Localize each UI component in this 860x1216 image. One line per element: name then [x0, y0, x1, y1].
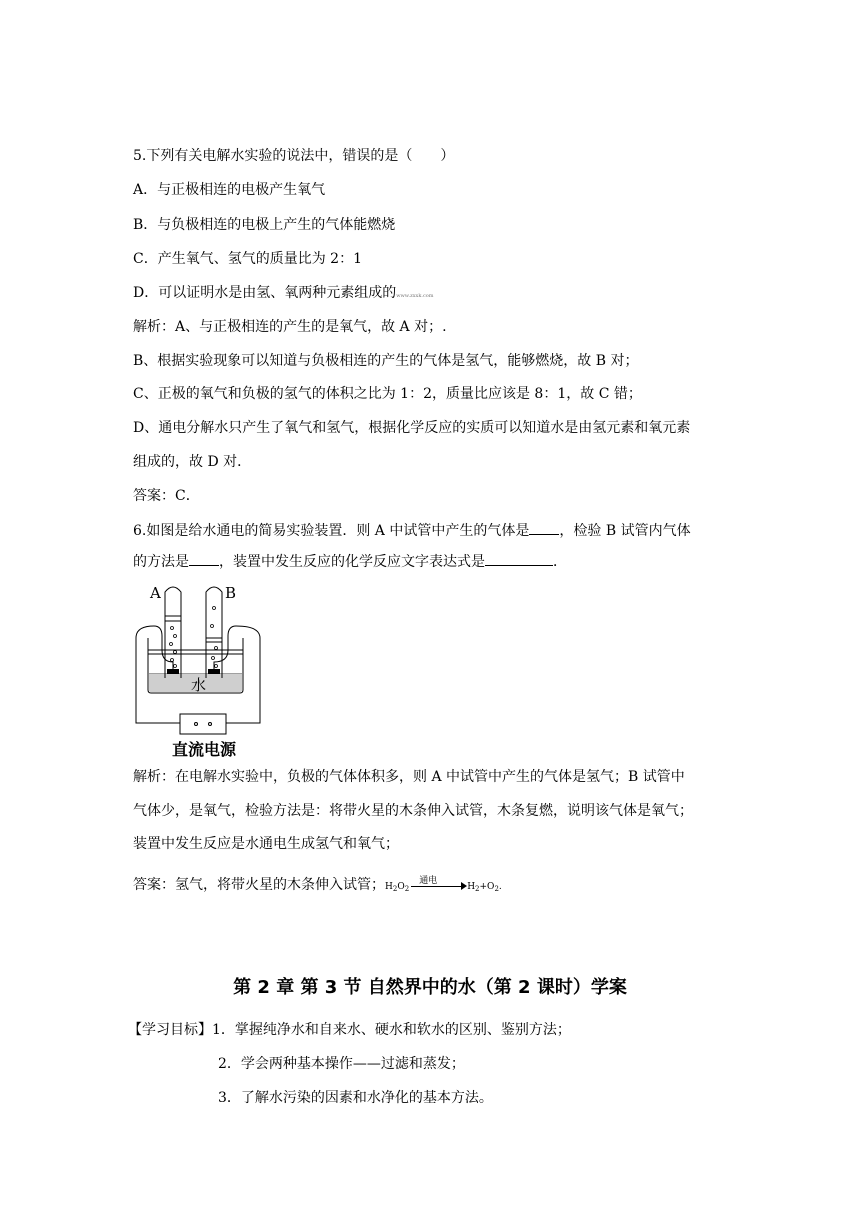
tube-label-b: B: [225, 584, 237, 602]
q5-option-c: C．产生氧气、氢气的质量比为 2：1: [133, 251, 362, 267]
q5-option-d-text: D．可以证明水是由氢、氧两种元素组成的: [133, 285, 397, 301]
eq-end: .: [498, 882, 502, 892]
eq-sub: 2: [404, 885, 410, 893]
q5-option-b: B．与负极相连的电极上产生的气体能燃烧: [133, 217, 396, 233]
goal-item: 2．学会两种基本操作——过滤和蒸发；: [218, 1056, 465, 1072]
eq-sub: 2: [494, 885, 499, 893]
q6-analysis-line: 解析：在电解水实验中，负极的气体体积多，则 A 中试管中产生的气体是氢气；B 试管中: [133, 769, 685, 785]
tube-label-a: A: [150, 584, 161, 602]
q6-stem-text: ，检验 B 试管内气体: [559, 523, 691, 539]
q6-stem-line1: [133, 520, 691, 541]
goal-item: 1．掌握纯净水和自来水、硬水和软水的区别、鉴别方法；: [212, 1022, 571, 1038]
answer-blank-3: [485, 551, 553, 566]
reaction-arrow: [409, 878, 467, 892]
answer-blank-1: [529, 520, 559, 535]
q5-stem: 5.下列有关电解水实验的说法中，错误的是（ ）: [133, 148, 455, 164]
q6-stem-line2: [133, 551, 567, 572]
q5-analysis-line: 解析：A、与正极相连的产生的是氧气，故 A 对；.: [133, 319, 447, 335]
q6-stem-text: 6.如图是给水通电的简易实验装置．则 A 中试管中产生的气体是: [133, 523, 530, 539]
equation-reactant: [385, 882, 409, 892]
q5-analysis-line: D、通电分解水只产生了氧气和氢气，根据化学反应的实质可以知道水是由氢元素和氧元素: [133, 420, 691, 436]
q6-answer-text: 答案：氢气，将带火星的木条伸入试管；: [133, 877, 385, 893]
eq-h: H: [385, 882, 393, 892]
dc-power-label: 直流电源: [172, 740, 237, 759]
eq-h: H: [467, 882, 476, 892]
q6-answer: [133, 875, 502, 899]
electrolysis-apparatus-figure: [128, 578, 268, 738]
reaction-condition: 通电: [419, 876, 438, 886]
watermark-mark: www.zxxk.com: [396, 293, 434, 299]
eq-plus-o: +O: [479, 882, 495, 892]
section-title: 第 2 章 第 3 节 自然界中的水（第 2 课时）学案: [233, 977, 627, 998]
eq-sub: 2: [392, 885, 398, 893]
dc-power-source: [180, 714, 226, 734]
goals-label: 【学习目标】: [128, 1022, 212, 1038]
q6-stem-text: 的方法是: [133, 554, 189, 570]
q5-option-a: A．与正极相连的电极产生氧气: [133, 182, 326, 198]
equation-product: [467, 882, 502, 892]
goals-row: [128, 1020, 571, 1040]
q6-analysis-line: 装置中发生反应是水通电生成氢气和氧气；: [133, 836, 399, 852]
electrode-b: [208, 669, 220, 674]
q5-answer: 答案：C．: [133, 488, 200, 504]
q5-analysis-line: C、正极的氧气和负极的氢气的体积之比为 1：2，质量比应该是 8：1，故 C 错；: [133, 386, 642, 402]
goal-item: 3．了解水污染的因素和水净化的基本方法。: [218, 1090, 493, 1106]
q6-stem-text: ，装置中发生反应的化学反应文字表达式是: [219, 554, 485, 570]
electrode-a: [167, 669, 179, 674]
q5-option-d: [133, 283, 434, 306]
q6-stem-text: ．: [553, 554, 567, 570]
q6-analysis-line: 气体少，是氧气，检验方法是：将带火星的木条伸入试管，木条复燃，说明该气体是氧气；: [133, 803, 693, 819]
q5-analysis-line: B、根据实验现象可以知道与负极相连的产生的气体是氢气，能够燃烧，故 B 对；: [133, 353, 639, 369]
eq-o: O: [397, 882, 405, 892]
q5-analysis-line: 组成的，故 D 对．: [133, 454, 252, 470]
eq-sub: 2: [475, 885, 480, 893]
water-label: 水: [191, 676, 207, 694]
answer-blank-2: [189, 551, 219, 566]
